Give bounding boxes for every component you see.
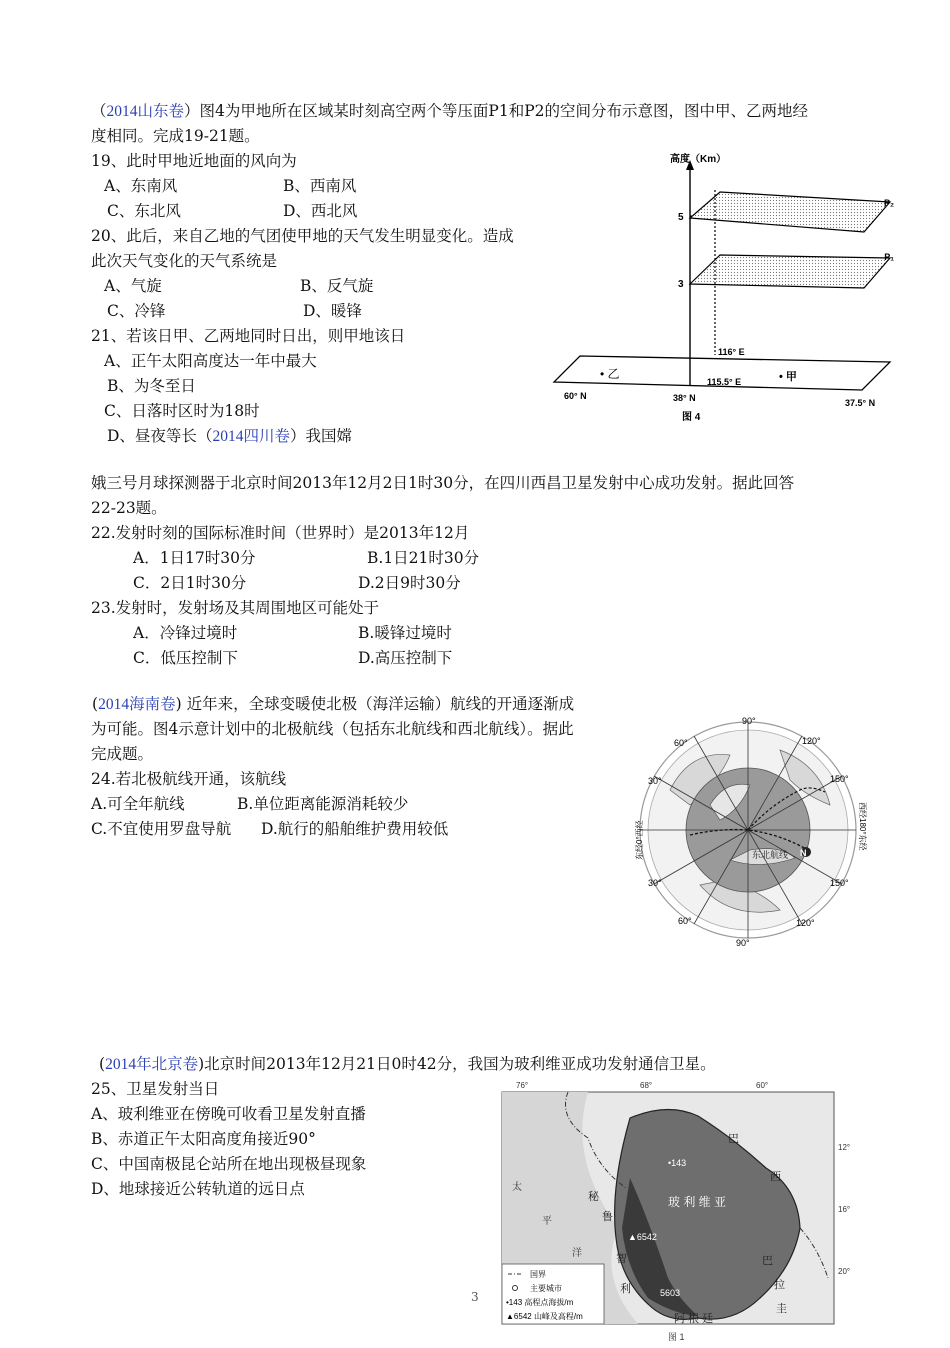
route-label: 东北航线	[752, 850, 789, 860]
label-chile-2: 利	[620, 1283, 631, 1295]
q19-stem: 19、此时甲地近地面的风向为	[91, 152, 297, 170]
peak-5603: 5603	[660, 1288, 681, 1298]
q23-stem: 23.发射时，发射场及其周围地区可能处于	[91, 599, 380, 617]
q21-option-c: C、日落时区时为18时	[104, 402, 260, 420]
label-p1: P₁	[884, 252, 894, 262]
q21-stem: 21、若该日甲、乙两地同时日出，则甲地该日	[91, 327, 406, 345]
q19-intro-line2: 度相同。完成19-21题。	[91, 127, 260, 145]
q21-option-d: D、昼夜等长	[107, 427, 197, 445]
q25-option-b: B、赤道正午太阳高度角接近90°	[91, 1130, 316, 1148]
tick-3: 3	[678, 279, 684, 290]
q24-intro-line3: 完成题。	[91, 745, 154, 763]
q20-option-a: A、气旋	[104, 277, 162, 295]
q22-option-b: B.1日21时30分	[367, 549, 480, 567]
label-1155e: 115.5° E	[707, 377, 742, 387]
q22-stem: 22.发射时刻的国际标准时间（世界时）是2013年12月	[91, 524, 470, 542]
label-ocean-1: 太	[512, 1182, 522, 1193]
arctic-route-map	[630, 710, 870, 950]
deg-30-top: 30°	[648, 776, 662, 786]
page-number: 3	[471, 1290, 479, 1304]
label-p2: P₂	[883, 198, 894, 208]
label-ocean-2: 平	[542, 1216, 552, 1227]
q25-stem: 25、卫星发射当日	[91, 1080, 220, 1098]
q25-option-c: C、中国南极昆仑站所在地出现极昼现象	[91, 1155, 367, 1173]
label-bolivia: 玻 利 维 亚	[668, 1195, 727, 1209]
q20-option-c: C、冷锋	[107, 302, 166, 320]
right-side-label: 西经180°东经	[858, 802, 867, 851]
point-jia: • 甲	[779, 371, 797, 383]
bolivia-map	[498, 1078, 863, 1344]
lon-68: 68°	[640, 1081, 653, 1090]
label-paraguay-1: 巴	[762, 1255, 773, 1267]
deg-bottom: 90°	[736, 938, 750, 948]
isobar-plane-p2	[690, 192, 890, 232]
q25-option-a: A、玻利维亚在傍晚可收看卫星发射直播	[91, 1105, 366, 1123]
legend-border: 国界	[530, 1270, 546, 1279]
q23-option-d: D.高压控制下	[358, 649, 453, 667]
lat-16: 16°	[838, 1205, 851, 1214]
label-60n: 60° N	[564, 391, 587, 401]
deg-150-bottom: 150°	[830, 878, 849, 888]
q19-option-b: B、西南风	[283, 177, 357, 195]
q19-intro-line1: （2014山东卷）图4为甲地所在区域某时刻高空两个等压面P1和P2的空间分布示意图，图中甲、乙两地经	[91, 102, 808, 120]
deg-150-top: 150°	[830, 774, 849, 784]
q24-stem: 24.若北极航线开通，该航线	[91, 770, 287, 788]
deg-120-bottom: 120°	[796, 918, 815, 928]
deg-30-bottom: 30°	[648, 878, 662, 888]
q20-stem-1: 20、此后，来自乙地的气团使甲地的天气发生明显变化。造成	[91, 227, 514, 245]
point-yi: • 乙	[600, 367, 620, 381]
q21-option-d-line: D、昼夜等长（2014四川卷）我国嫦	[107, 427, 352, 445]
q24-intro-line1: (2014海南卷) 近年来，全球变暖使北极（海洋运输）航线的开通逐渐成	[92, 695, 575, 713]
q22-intro-line2: 22-23题。	[91, 499, 167, 517]
source-hainan: 2014海南卷	[98, 696, 176, 713]
q23-option-c: C．低压控制下	[133, 649, 238, 667]
q19-option-d: D、西北风	[283, 202, 358, 220]
label-peru-2: 鲁	[602, 1211, 613, 1223]
deg-120-top: 120°	[802, 736, 821, 746]
q19-option-c: C、东北风	[107, 202, 181, 220]
deg-60-top: 60°	[674, 738, 688, 748]
y-axis-label: 高度（Km）	[670, 154, 727, 165]
legend-city: 主要城市	[530, 1284, 562, 1293]
label-chile-1: 智	[616, 1253, 627, 1265]
q24-option-b: B.单位距离能源消耗较少	[237, 795, 409, 813]
label-argentina: 阿 根 廷	[674, 1313, 714, 1325]
q21-option-b: B、为冬至日	[107, 377, 196, 395]
peak-6542: ▲6542	[628, 1232, 657, 1242]
q23-option-b: B.暖锋过境时	[358, 624, 452, 642]
q22-intro-line1: 娥三号月球探测器于北京时间2013年12月2日1时30分，在四川西昌卫星发射中心成功发射。据此回答	[91, 474, 795, 492]
isobar-plane-p1	[690, 255, 890, 288]
left-side-label: 东经0°西经	[635, 820, 644, 860]
label-paraguay-3: 圭	[776, 1303, 787, 1315]
figure-4-caption: 图 4	[682, 412, 701, 423]
label-116e: 116° E	[718, 347, 745, 357]
route-endpoint-n: N	[800, 848, 807, 858]
q25-intro: (2014年北京卷)北京时间2013年12月21日0时42分，我国为玻利维亚成功发射通信卫星。	[99, 1055, 716, 1073]
q23-option-a: A．冷锋过境时	[133, 624, 238, 642]
q24-option-c: C.不宜使用罗盘导航	[91, 820, 232, 838]
lat-20: 20°	[838, 1267, 851, 1276]
legend-peak: ▲6542 山峰及高程/m	[506, 1312, 583, 1321]
label-brazil-2: 西	[770, 1171, 781, 1183]
legend-point: •143 高程点海拔/m	[506, 1298, 574, 1307]
figure-4-isobar-diagram	[550, 148, 895, 428]
label-38n: 38° N	[673, 393, 696, 403]
label-375n: 37.5° N	[845, 398, 876, 408]
q19-option-a: A、东南风	[104, 177, 178, 195]
q24-option-a: A.可全年航线	[91, 795, 185, 813]
label-ocean-3: 洋	[572, 1248, 582, 1259]
q22-option-c: C．2日1时30分	[133, 574, 247, 592]
label-peru-1: 秘	[588, 1191, 599, 1203]
elev-143: •143	[668, 1158, 687, 1168]
q20-option-b: B、反气旋	[300, 277, 374, 295]
figure-1-caption: 图 1	[668, 1332, 685, 1342]
deg-60-bottom: 60°	[678, 916, 692, 926]
q22-option-a: A．1日17时30分	[133, 549, 256, 567]
source-beijing: 2014年北京卷	[105, 1056, 199, 1073]
label-brazil-1: 巴	[728, 1133, 739, 1145]
source-shandong: 2014山东卷	[106, 103, 185, 120]
q24-intro-line2: 为可能。图4示意计划中的北极航线（包括东北航线和西北航线）。据此	[91, 720, 574, 738]
source-sichuan: 2014四川卷	[212, 428, 290, 445]
lon-76: 76°	[516, 1081, 529, 1090]
tick-5: 5	[678, 212, 684, 223]
q22-option-d: D.2日9时30分	[358, 574, 461, 592]
lon-60: 60°	[756, 1081, 769, 1090]
label-paraguay-2: 拉	[774, 1279, 785, 1291]
q25-option-d: D、地球接近公转轨道的远日点	[91, 1180, 305, 1198]
q20-stem-2: 此次天气变化的天气系统是	[91, 252, 278, 270]
q21-option-a: A、正午太阳高度达一年中最大	[104, 352, 317, 370]
deg-top: 90°	[742, 716, 756, 726]
lat-12: 12°	[838, 1143, 851, 1152]
q20-option-d: D、暖锋	[303, 302, 362, 320]
q24-option-d: D.航行的船舶维护费用较低	[261, 820, 449, 838]
